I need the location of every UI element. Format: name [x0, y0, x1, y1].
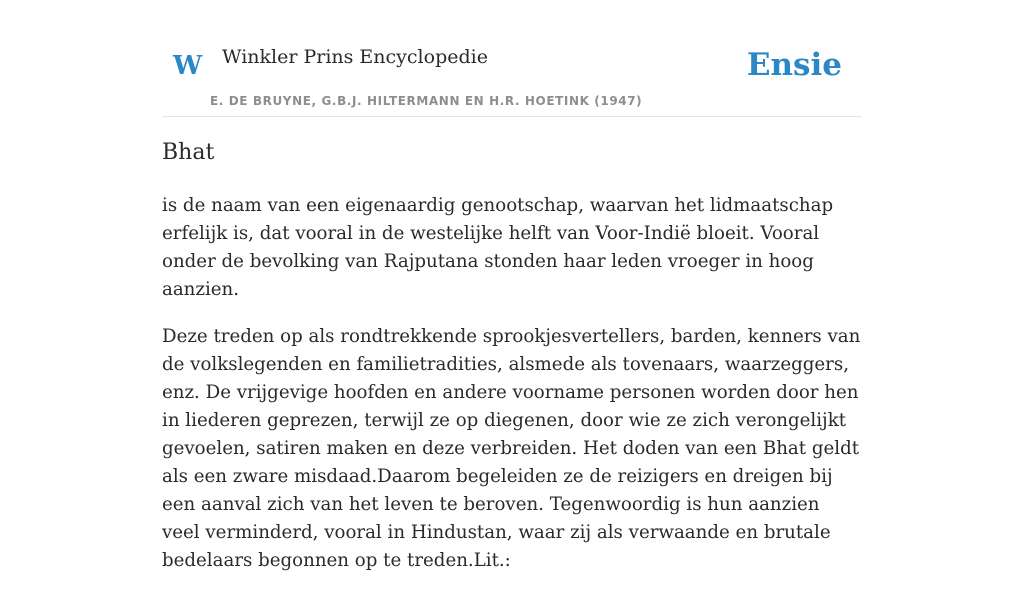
entry-paragraph: is de naam van een eigenaardig genootschap, waarvan het lidmaatschap erfelijk is, dat vooral in de westelijke helft van Voor-Indië bloeit. Vooral onder de bevolking van Rajputana stonden haar leden vroeger in hoog aanzien. — [162, 195, 834, 300]
entry-paragraph: Deze treden op als rondtrekkende sprookjesvertellers, barden, kenners van de volkslegenden en familietradities, alsmede als tovenaars, waarzeggers, enz. De vrijgevige hoofden en andere voorname personen worden door hen in liederen geprezen, terwijl ze op diegenen, door wie ze zich verongelijkt gevoelen, satiren maken en deze verbreiden. Het doden van een Bhat geldt als een zware misdaad.Daarom begeleiden ze de reizigers en dreigen bij een aanval zich van het leven te beroven. Tegenwoordig is hun aanzien veel verminderd, vooral in Hindustan, waar zij als verwaande en brutale bedelaars begonnen op te treden.Lit.: — [162, 326, 861, 571]
header — [162, 0, 862, 117]
publication-logo[interactable]: W — [173, 51, 203, 81]
publication-title[interactable]: Winkler Prins Encyclopedie — [222, 46, 488, 68]
ensie-logo-link[interactable]: Ensie — [746, 47, 842, 83]
publication-authors: E. DE BRUYNE, G.B.J. HILTERMANN EN H.R. HOETINK (1947) — [210, 94, 643, 108]
entry-body — [162, 192, 862, 594]
entry-title: Bhat — [162, 140, 215, 165]
page — [162, 0, 862, 571]
